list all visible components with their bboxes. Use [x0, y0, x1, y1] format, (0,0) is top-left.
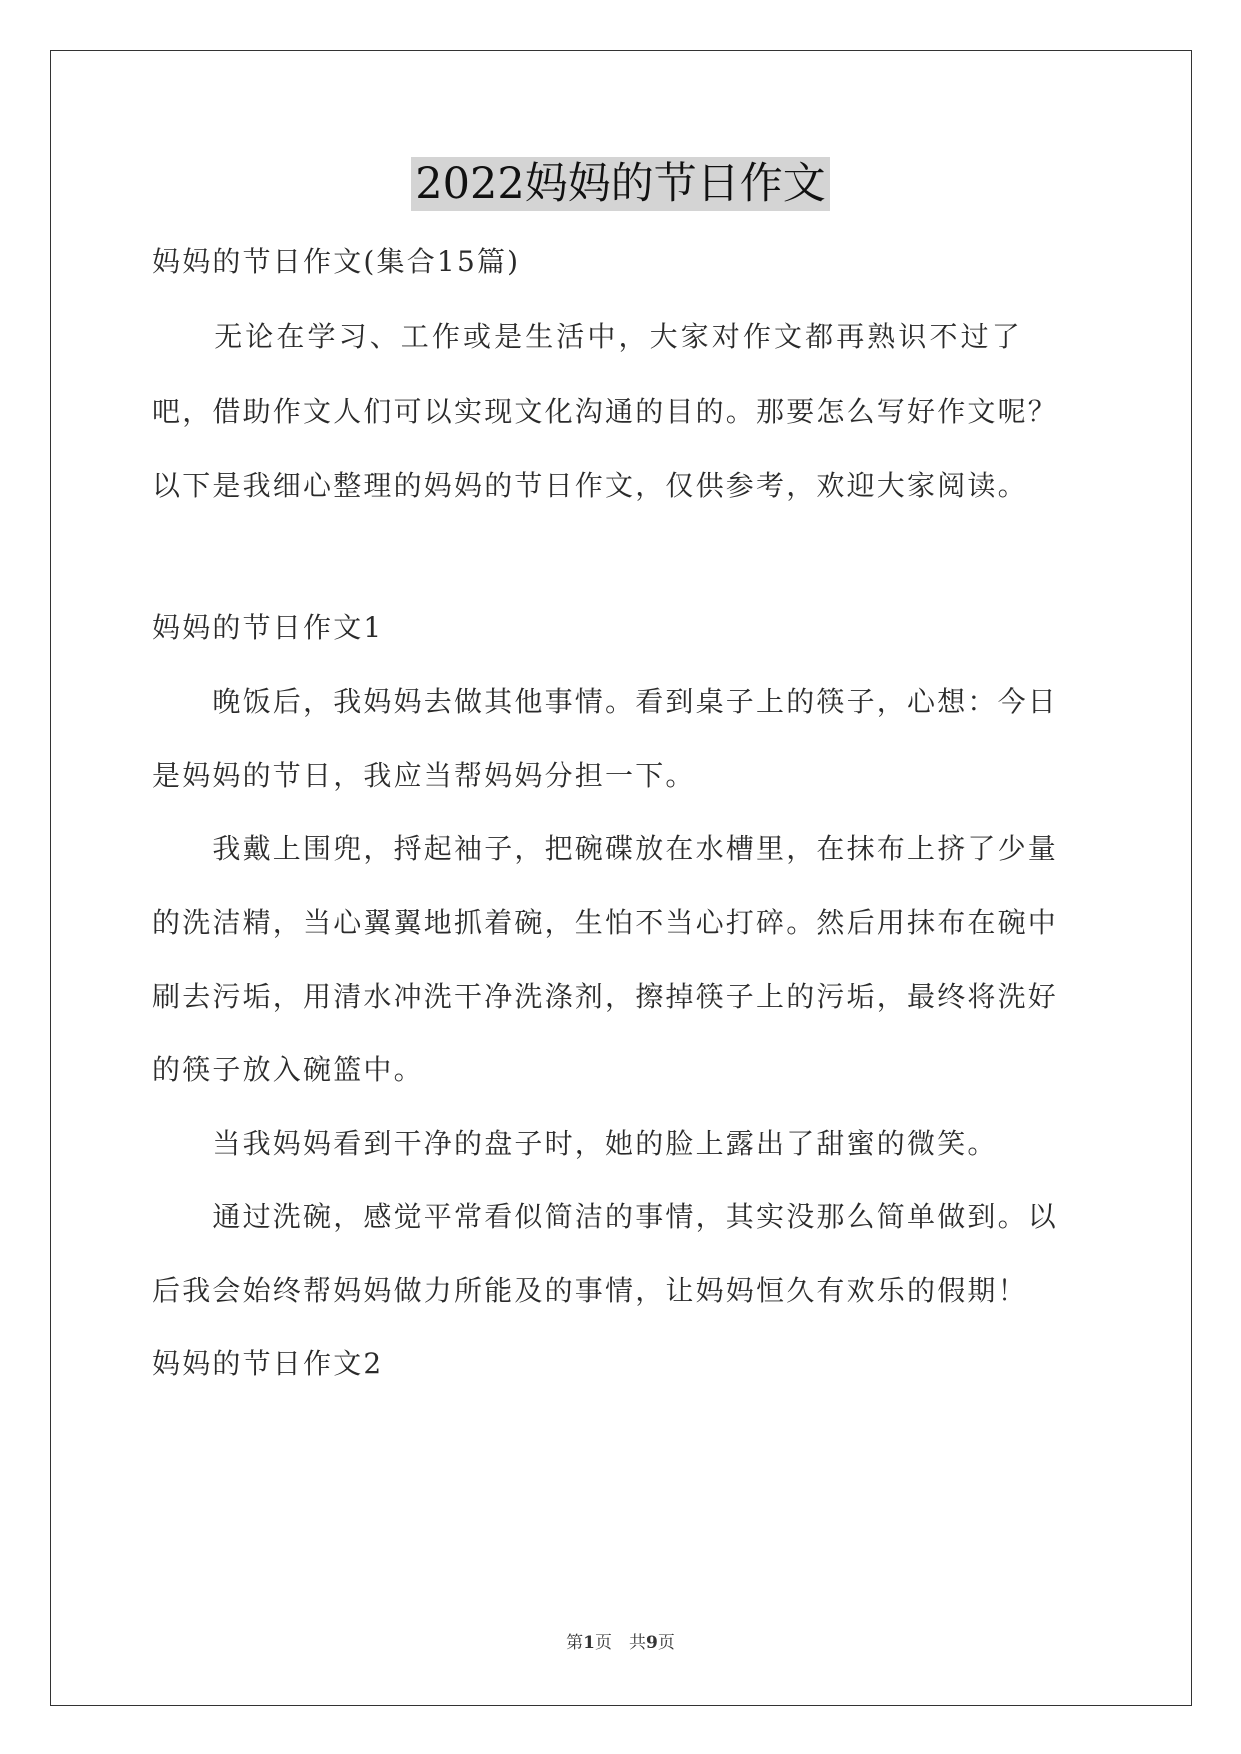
document-title-block	[0, 150, 1241, 211]
intro-line: 吧，借助作文人们可以实现文化沟通的目的。那要怎么写好作文呢？	[152, 395, 1059, 428]
essay-line: 刷去污垢，用清水冲洗干净洗涤剂，擦掉筷子上的污垢，最终将洗好	[152, 980, 1059, 1013]
section-heading: 妈妈的节日作文2	[152, 1347, 384, 1380]
collection-subtitle: 妈妈的节日作文(集合15篇)	[152, 245, 521, 278]
footer-middle: 页 共	[595, 1633, 646, 1653]
essay-line: 我戴上围兜，捋起袖子，把碗碟放在水槽里，在抹布上挤了少量	[152, 832, 1059, 865]
document-title: 2022妈妈的节日作文	[411, 157, 829, 211]
page-footer	[0, 1628, 1241, 1653]
footer-suffix: 页	[657, 1633, 675, 1653]
essay-line: 的筷子放入碗篮中。	[152, 1053, 424, 1086]
essay-line: 当我妈妈看到干净的盘子时，她的脸上露出了甜蜜的微笑。	[152, 1127, 998, 1160]
total-page-count: 9	[646, 1633, 658, 1653]
footer-prefix: 第	[566, 1633, 584, 1653]
page-border	[50, 50, 1192, 1706]
essay-line: 通过洗碗，感觉平常看似简洁的事情，其实没那么简单做到。以	[152, 1200, 1059, 1233]
intro-line: 无论在学习、工作或是生活中，大家对作文都再熟识不过了	[152, 320, 1023, 353]
essay-line: 是妈妈的节日，我应当帮妈妈分担一下。	[152, 759, 696, 792]
current-page-number: 1	[583, 1633, 595, 1653]
essay-line: 晚饭后，我妈妈去做其他事情。看到桌子上的筷子，心想：今日	[152, 685, 1059, 718]
intro-line: 以下是我细心整理的妈妈的节日作文，仅供参考，欢迎大家阅读。	[152, 469, 1028, 502]
essay-line: 后我会始终帮妈妈做力所能及的事情，让妈妈恒久有欢乐的假期！	[152, 1274, 1028, 1307]
essay-line: 的洗洁精，当心翼翼地抓着碗，生怕不当心打碎。然后用抹布在碗中	[152, 906, 1059, 939]
section-heading: 妈妈的节日作文1	[152, 611, 384, 644]
